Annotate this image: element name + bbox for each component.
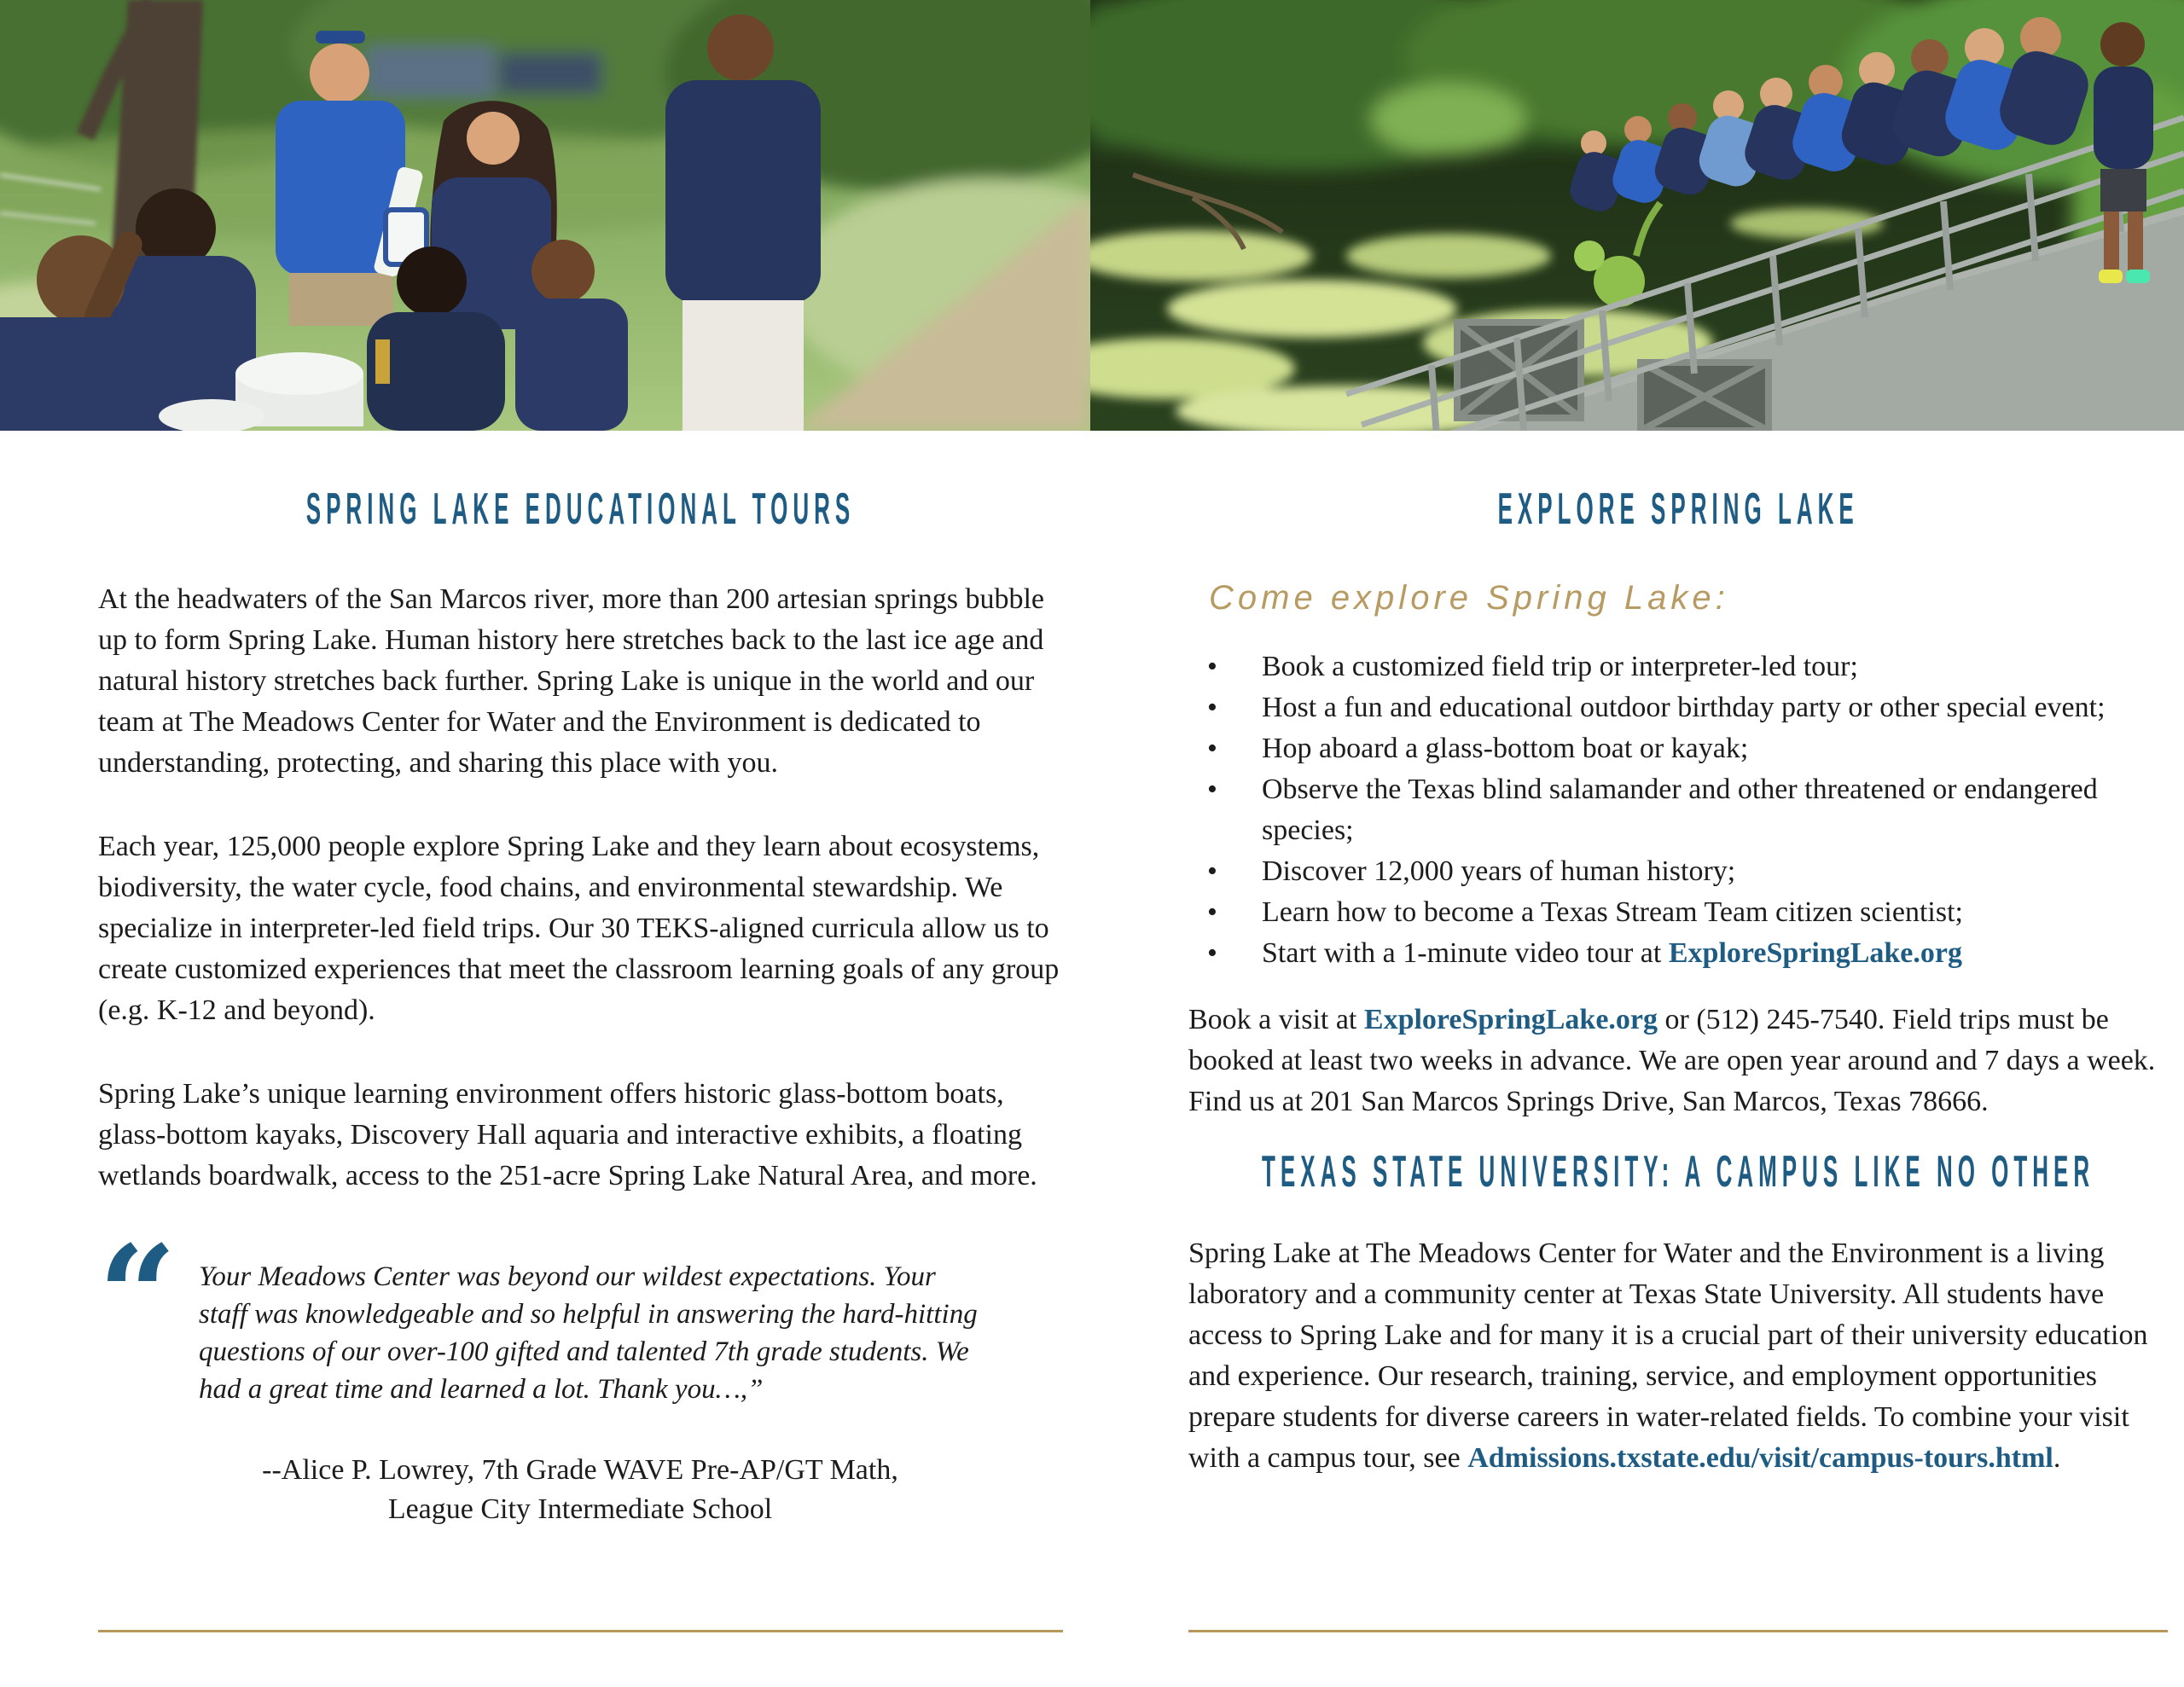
left-column [98,485,1062,1529]
bullet-text: Learn how to become a Texas Stream Team citizen scientist; [1262,896,1963,928]
bullet-text: Start with a 1-minute video tour at [1262,937,1669,969]
explore-title: EXPLORE SPRING LAKE [1497,484,1859,534]
boardwalk-lake-photo [1090,0,2184,431]
bullet-dot-icon: • [1207,937,1217,969]
left-column-title: SPRING LAKE EDUCATIONAL TOURS [305,484,855,534]
right-gold-divider [1188,1630,2168,1632]
testimonial-text: Your Meadows Center was beyond our wildest expectations. Your staff was knowledgeable and so helpful in answering the hard-hitting questions of our over-100 gifted and talented 7th grade students. We had a great time and learned a lot. Thank you…,” [199,1261,978,1405]
bullet-item-boat [1188,728,2168,769]
testimonial-quote [98,1215,1062,1408]
bullet-dot-icon: • [1207,896,1217,928]
explore-bullet-list [1188,646,2168,974]
photo-strip [0,0,2184,431]
bullet-text: Observe the Texas blind salamander and other threatened or endangered species; [1262,774,2098,846]
bullet-dot-icon: • [1207,733,1217,764]
page-content [0,431,2184,1529]
quote-mark-icon: “ [98,1215,177,1376]
testimonial-attribution [98,1451,1062,1529]
bullet-dot-icon: • [1207,855,1217,887]
booking-paragraph [1188,1000,2168,1122]
bullet-item-salamander [1188,769,2168,851]
bullet-dot-icon: • [1207,692,1217,723]
campus-title: TEXAS STATE UNIVERSITY: A CAMPUS LIKE NO OTHER [1261,1147,2095,1197]
attribution-line-1: --Alice P. Lowrey, 7th Grade WAVE Pre-AP/GT Math, [262,1454,898,1486]
boardwalk-lake-photo-art [1090,0,2184,431]
right-heading-row [1188,485,2168,533]
booking-text-pre: Book a visit at [1188,1004,1364,1035]
booking-text-post: or (512) 245-7540. Field trips must be booked at least two weeks in advance. We are open year around and 7 days a week. Find us at 201 San Marcos Springs Drive, San Marcos, Texas 78666. [1188,1004,2156,1117]
bullet-dot-icon: • [1207,774,1217,805]
right-column [1188,485,2168,1479]
bullet-item-video-tour [1188,933,2168,974]
bullet-text: Book a customized field trip or interpreter-led tour; [1262,651,1858,682]
attribution-line-2: League City Intermediate School [387,1493,773,1525]
left-gold-divider [98,1630,1063,1632]
bullet-dot-icon: • [1207,651,1217,682]
left-heading-row [98,485,1062,533]
bullet-item-field-trip [1188,646,2168,687]
explore-spring-lake-link[interactable]: ExploreSpringLake.org [1363,1004,1658,1035]
visitors-paragraph: Each year, 125,000 people explore Spring Lake and they learn about ecosystems, biodiversity, the water cycle, food chains, and environmental stewardship. We specialize in interpreter-led field trips. Our 30 TEKS-aligned curricula allow us to create customized experiences that meet the classroom learning goals of any group (e.g. K-12 and beyond). [98,831,1060,1026]
bullet-text: Discover 12,000 years of human history; [1262,855,1736,887]
bullet-text: Host a fun and educational outdoor birthday party or other special event; [1262,692,2106,723]
campus-heading-row [1188,1148,2168,1196]
intro-paragraph: At the headwaters of the San Marcos river, more than 200 artesian springs bubble up to form Spring Lake. Human history here stretches back to the last ice age and natural history stretches back further. Spring Lake is unique in the world and our team at The Meadows Center for Water and the Environment is dedicated to understanding, protecting, and sharing this place with you. [98,583,1044,779]
bullet-item-history [1188,851,2168,892]
bullet-item-birthday [1188,687,2168,728]
campus-text-post: . [2053,1442,2061,1474]
campus-paragraph [1188,1233,2168,1479]
field-trip-group-photo [0,0,1090,431]
environment-paragraph: Spring Lake’s unique learning environment offers historic glass-bottom boats, glass-bottom kayaks, Discovery Hall aquaria and interactive exhibits, a floating wetlands boardwalk, access to the 251-acre Spring Lake Natural Area, and more. [98,1078,1037,1191]
field-trip-group-photo-art [0,0,1090,431]
explore-subheading: Come explore Spring Lake: [1209,579,1729,617]
campus-text-pre: Spring Lake at The Meadows Center for Water and the Environment is a living laboratory and a community center at Texas State University. All students have access to Spring Lake and for many it is a crucial part of their university education and experience. Our research, training, service, and employment opportunities prepare students for diverse careers in water-related fields. To combine your visit with a campus tour, see [1188,1238,2148,1474]
explore-spring-lake-link[interactable]: ExploreSpringLake.org [1668,937,1962,969]
bullet-text: Hop aboard a glass-bottom boat or kayak; [1262,733,1749,764]
campus-tours-link[interactable]: Admissions.txstate.edu/visit/campus-tours.html [1467,1442,2053,1474]
bullet-item-stream-team [1188,892,2168,933]
